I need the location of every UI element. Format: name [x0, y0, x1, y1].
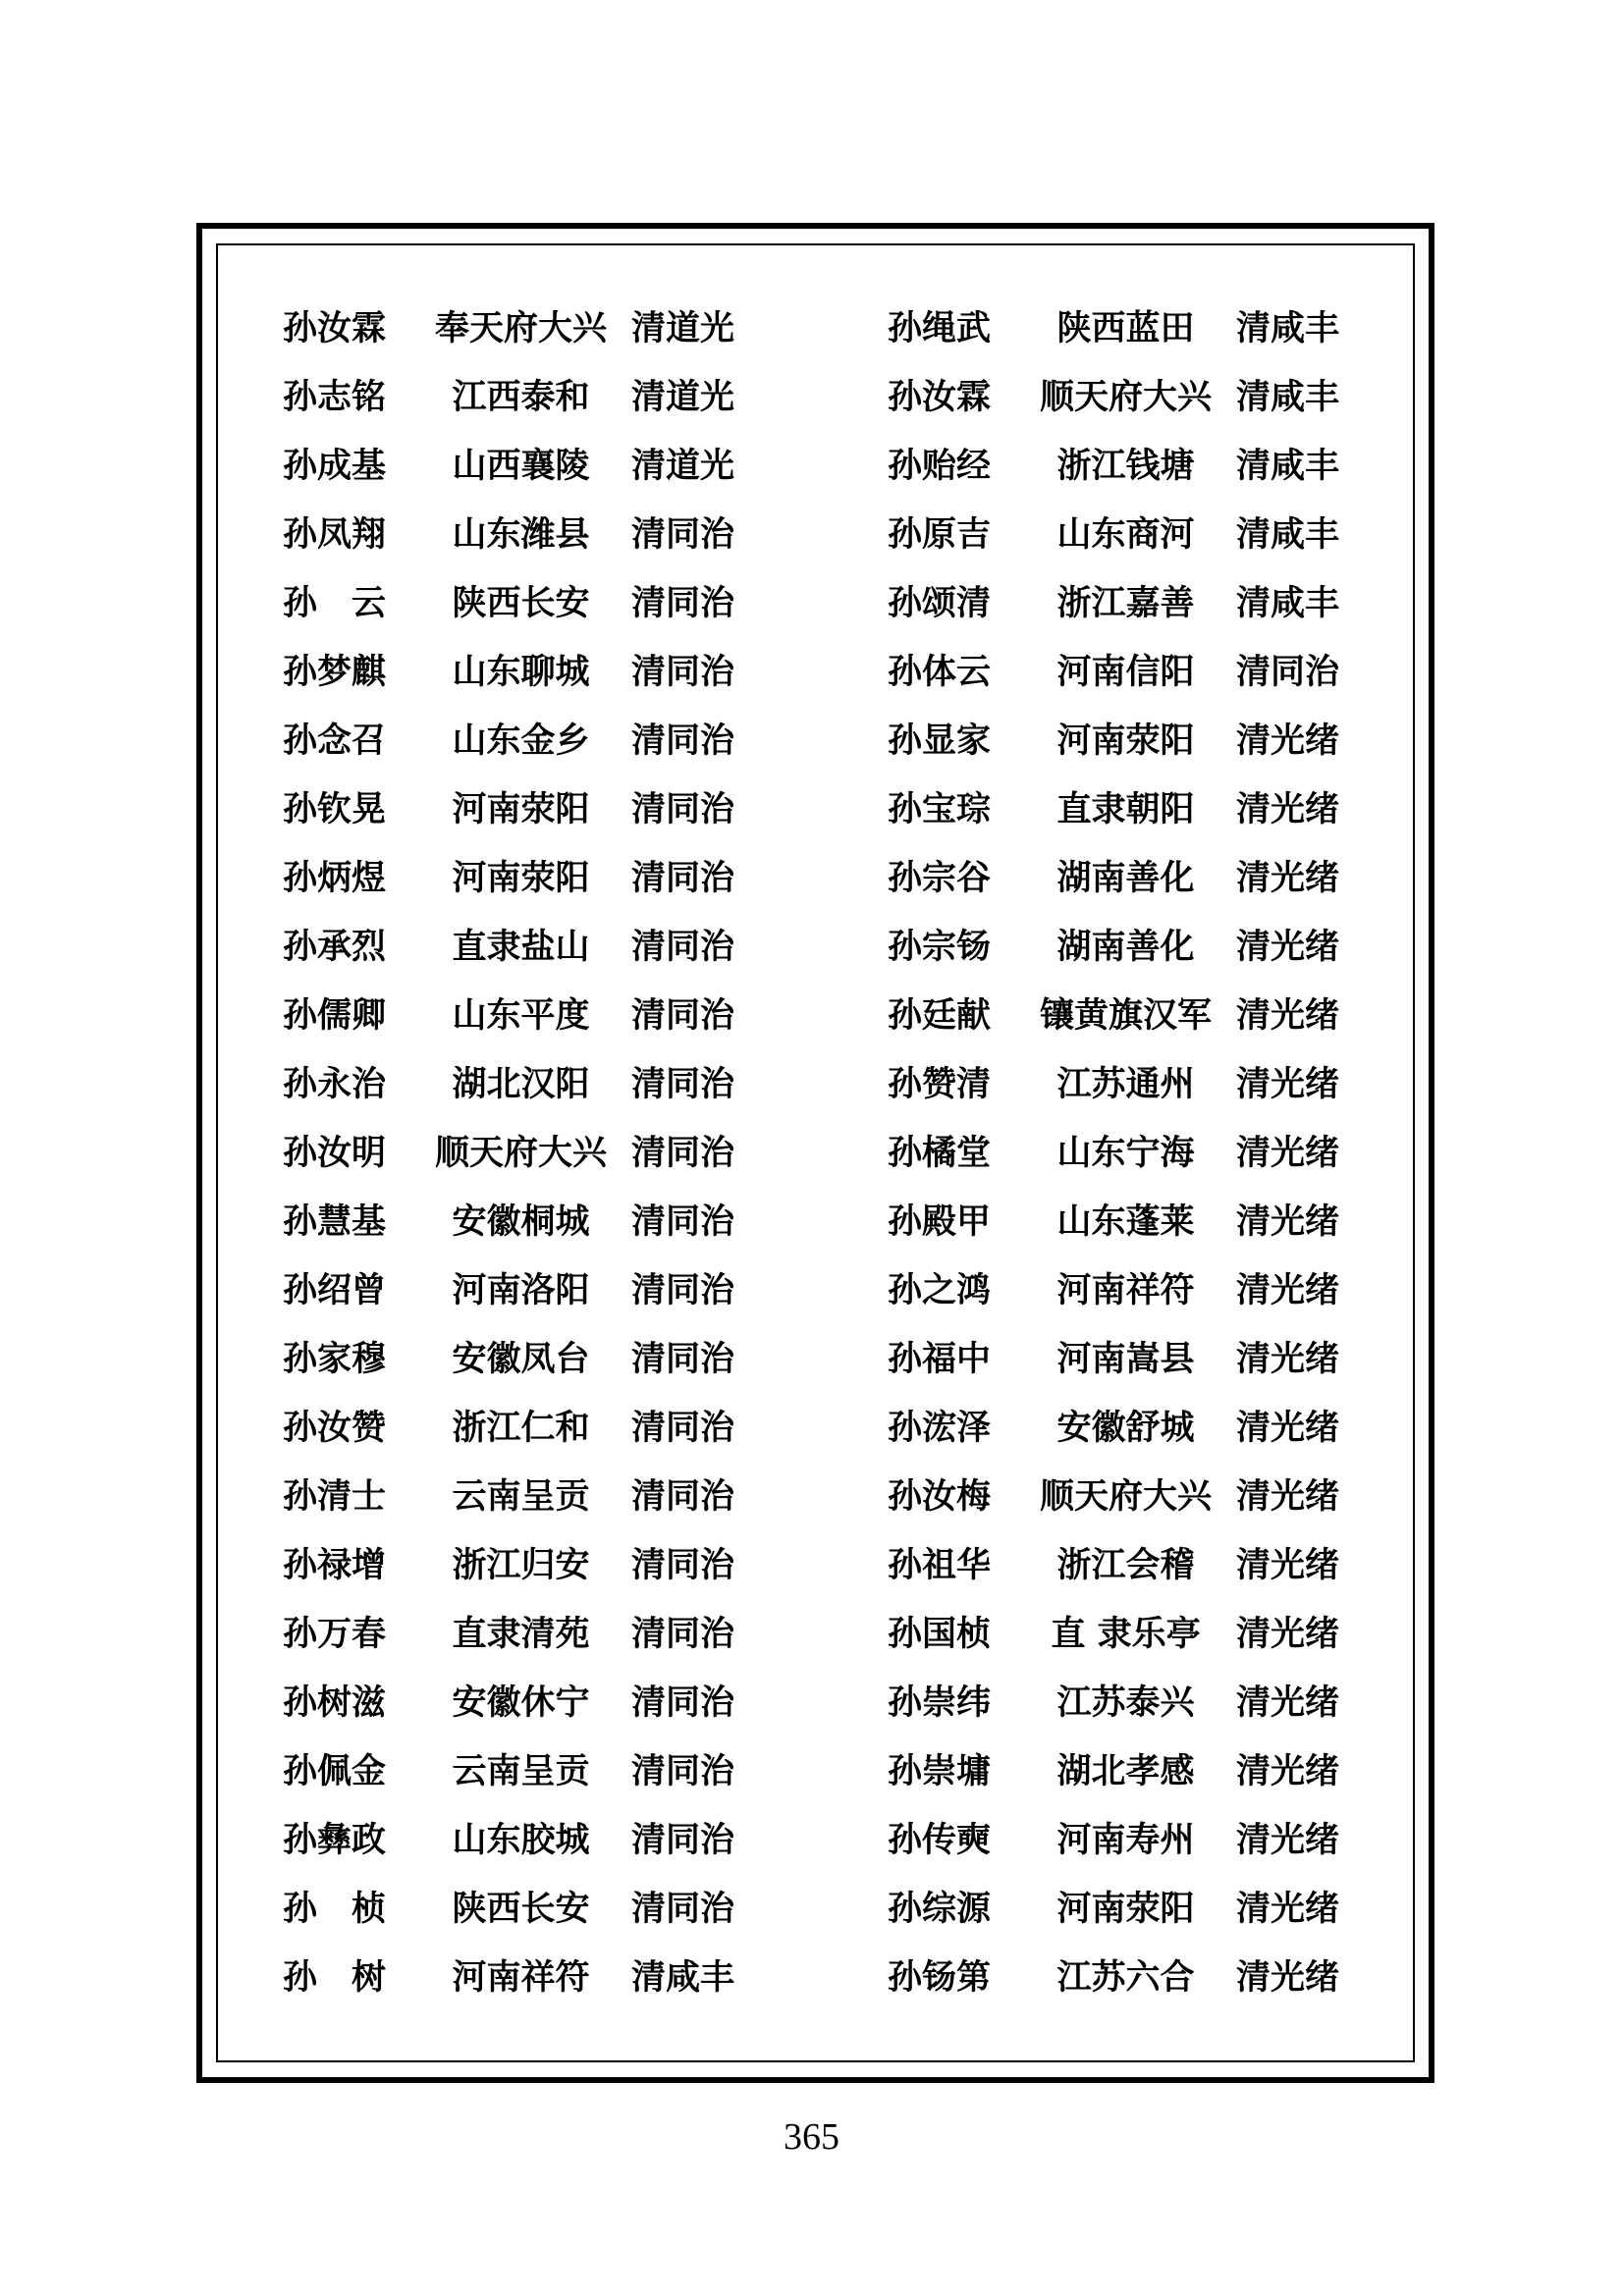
native-place: 湖北孝感 [1056, 1751, 1195, 1791]
table-row [283, 643, 833, 712]
dynasty-era: 清道光 [631, 377, 735, 417]
dynasty-era: 清光绪 [1236, 1201, 1340, 1242]
native-place: 顺天府大兴 [1039, 377, 1212, 417]
native-place: 直 隶乐亭 [1051, 1614, 1201, 1654]
person-name: 孙佩金 [283, 1751, 387, 1791]
native-place: 湖南善化 [1056, 858, 1195, 898]
dynasty-era: 清光绪 [1236, 1339, 1340, 1379]
table-row [888, 987, 1437, 1055]
dynasty-era: 清道光 [631, 446, 735, 486]
person-name: 孙汝赞 [283, 1408, 387, 1448]
table-row [283, 1880, 833, 1949]
dynasty-era: 清同治 [631, 1476, 735, 1517]
table-row [283, 299, 833, 368]
person-name: 孙志铭 [283, 377, 387, 417]
dynasty-era: 清光绪 [1236, 927, 1340, 967]
dynasty-era: 清光绪 [1236, 1751, 1340, 1791]
person-name: 孙汝霖 [283, 308, 387, 348]
native-place: 山东宁海 [1056, 1133, 1195, 1173]
dynasty-era: 清同治 [631, 1545, 735, 1585]
dynasty-era: 清咸丰 [1236, 514, 1340, 555]
table-row [888, 780, 1437, 849]
dynasty-era: 清光绪 [1236, 1545, 1340, 1585]
table-row [888, 368, 1437, 437]
person-name: 孙汝明 [283, 1133, 387, 1173]
dynasty-era: 清同治 [631, 721, 735, 761]
native-place: 河南嵩县 [1056, 1339, 1195, 1379]
person-name: 孙彝政 [283, 1820, 387, 1860]
native-place: 河南寿州 [1056, 1820, 1195, 1860]
table-row [888, 1193, 1437, 1261]
table-row [888, 1880, 1437, 1949]
table-row [283, 1949, 833, 2017]
native-place: 安徽舒城 [1056, 1408, 1195, 1448]
dynasty-era: 清咸丰 [1236, 446, 1340, 486]
person-name: 孙颂清 [888, 583, 992, 623]
native-place: 顺天府大兴 [1039, 1476, 1212, 1517]
table-row [283, 987, 833, 1055]
table-row [283, 1811, 833, 1880]
dynasty-era: 清光绪 [1236, 858, 1340, 898]
dynasty-era: 清光绪 [1236, 1408, 1340, 1448]
person-name: 孙儒卿 [283, 995, 387, 1036]
person-name: 孙综源 [888, 1889, 992, 1929]
person-name: 孙宗谷 [888, 858, 992, 898]
dynasty-era: 清同治 [631, 1889, 735, 1929]
table-row [888, 1949, 1437, 2017]
native-place: 奉天府大兴 [434, 308, 607, 348]
native-place: 河南信阳 [1056, 652, 1195, 692]
table-row [888, 1330, 1437, 1399]
native-place: 直隶盐山 [452, 927, 590, 967]
native-place: 直隶清苑 [452, 1614, 590, 1654]
person-name: 孙国桢 [888, 1614, 992, 1654]
dynasty-era: 清光绪 [1236, 1270, 1340, 1310]
table-row [888, 1124, 1437, 1193]
dynasty-era: 清咸丰 [1236, 308, 1340, 348]
native-place: 浙江嘉善 [1056, 583, 1195, 623]
dynasty-era: 清同治 [631, 1614, 735, 1654]
table-row [283, 780, 833, 849]
table-row [283, 437, 833, 506]
table-row [283, 1261, 833, 1330]
table-row [888, 1605, 1437, 1674]
person-name: 孙钖第 [888, 1957, 992, 1998]
dynasty-era: 清同治 [631, 1339, 735, 1379]
native-place: 江苏泰兴 [1056, 1682, 1195, 1723]
native-place: 江苏六合 [1056, 1957, 1195, 1998]
dynasty-era: 清同治 [631, 858, 735, 898]
table-row [888, 574, 1437, 643]
dynasty-era: 清光绪 [1236, 789, 1340, 829]
dynasty-era: 清同治 [631, 1270, 735, 1310]
person-name: 孙清士 [283, 1476, 387, 1517]
dynasty-era: 清光绪 [1236, 1820, 1340, 1860]
person-name: 孙炳煜 [283, 858, 387, 898]
table-row [888, 1811, 1437, 1880]
table-row [888, 1399, 1437, 1468]
native-place: 山东胶城 [452, 1820, 590, 1860]
table-row [283, 918, 833, 987]
person-name: 孙 树 [283, 1957, 387, 1998]
native-place: 安徽桐城 [452, 1201, 590, 1242]
table-row [283, 1674, 833, 1742]
native-place: 直隶朝阳 [1056, 789, 1195, 829]
page-number: 365 [784, 2116, 839, 2158]
dynasty-era: 清同治 [631, 514, 735, 555]
native-place: 浙江归安 [452, 1545, 590, 1585]
native-place: 河南荥阳 [452, 858, 590, 898]
native-place: 河南洛阳 [452, 1270, 590, 1310]
person-name: 孙汝霖 [888, 377, 992, 417]
dynasty-era: 清咸丰 [1236, 377, 1340, 417]
dynasty-era: 清同治 [631, 1408, 735, 1448]
dynasty-era: 清光绪 [1236, 1614, 1340, 1654]
native-place: 山东商河 [1056, 514, 1195, 555]
person-name: 孙绍曾 [283, 1270, 387, 1310]
dynasty-era: 清同治 [631, 1820, 735, 1860]
native-place: 河南祥符 [1056, 1270, 1195, 1310]
table-row [283, 1124, 833, 1193]
table-row [283, 506, 833, 574]
native-place: 湖南善化 [1056, 927, 1195, 967]
table-row [888, 849, 1437, 918]
native-place: 河南荥阳 [1056, 1889, 1195, 1929]
dynasty-era: 清光绪 [1236, 1682, 1340, 1723]
dynasty-era: 清同治 [631, 995, 735, 1036]
person-name: 孙贻经 [888, 446, 992, 486]
dynasty-era: 清同治 [631, 789, 735, 829]
native-place: 河南祥符 [452, 1957, 590, 1998]
person-name: 孙原吉 [888, 514, 992, 555]
dynasty-era: 清同治 [631, 1751, 735, 1791]
native-place: 河南荥阳 [1056, 721, 1195, 761]
table-row [888, 437, 1437, 506]
person-name: 孙崇纬 [888, 1682, 992, 1723]
native-place: 河南荥阳 [452, 789, 590, 829]
dynasty-era: 清光绪 [1236, 1133, 1340, 1173]
person-name: 孙汝梅 [888, 1476, 992, 1517]
table-row [888, 643, 1437, 712]
person-name: 孙树滋 [283, 1682, 387, 1723]
native-place: 山东蓬莱 [1056, 1201, 1195, 1242]
person-name: 孙橘堂 [888, 1133, 992, 1173]
person-name: 孙赞清 [888, 1064, 992, 1104]
person-name: 孙祖华 [888, 1545, 992, 1585]
table-row [283, 1742, 833, 1811]
person-name: 孙 云 [283, 583, 387, 623]
person-name: 孙 桢 [283, 1889, 387, 1929]
dynasty-era: 清光绪 [1236, 995, 1340, 1036]
native-place: 湖北汉阳 [452, 1064, 590, 1104]
native-place: 陕西长安 [452, 583, 590, 623]
table-row [283, 849, 833, 918]
person-name: 孙永治 [283, 1064, 387, 1104]
dynasty-era: 清同治 [631, 1682, 735, 1723]
person-name: 孙廷献 [888, 995, 992, 1036]
native-place: 云南呈贡 [452, 1476, 590, 1517]
dynasty-era: 清同治 [631, 1064, 735, 1104]
native-place: 山东金乡 [452, 721, 590, 761]
dynasty-era: 清同治 [631, 927, 735, 967]
native-place: 云南呈贡 [452, 1751, 590, 1791]
native-place: 安徽凤台 [452, 1339, 590, 1379]
person-name: 孙禄增 [283, 1545, 387, 1585]
person-name: 孙殿甲 [888, 1201, 992, 1242]
native-place: 顺天府大兴 [434, 1133, 607, 1173]
native-place: 山东潍县 [452, 514, 590, 555]
person-name: 孙传奭 [888, 1820, 992, 1860]
native-place: 镶黄旗汉军 [1039, 995, 1212, 1036]
table-row [888, 712, 1437, 780]
person-name: 孙宝琮 [888, 789, 992, 829]
person-name: 孙梦麒 [283, 652, 387, 692]
native-place: 浙江会稽 [1056, 1545, 1195, 1585]
dynasty-era: 清光绪 [1236, 721, 1340, 761]
native-place: 江西泰和 [452, 377, 590, 417]
dynasty-era: 清光绪 [1236, 1476, 1340, 1517]
dynasty-era: 清同治 [631, 583, 735, 623]
native-place: 安徽休宁 [452, 1682, 590, 1723]
person-name: 孙凤翔 [283, 514, 387, 555]
dynasty-era: 清光绪 [1236, 1889, 1340, 1929]
native-place: 江苏通州 [1056, 1064, 1195, 1104]
table-row [888, 1468, 1437, 1536]
native-place: 山东聊城 [452, 652, 590, 692]
person-name: 孙浤泽 [888, 1408, 992, 1448]
person-name: 孙之鸿 [888, 1270, 992, 1310]
table-row [888, 506, 1437, 574]
person-name: 孙崇墉 [888, 1751, 992, 1791]
native-place: 浙江仁和 [452, 1408, 590, 1448]
person-name: 孙绳武 [888, 308, 992, 348]
native-place: 浙江钱塘 [1056, 446, 1195, 486]
dynasty-era: 清咸丰 [1236, 583, 1340, 623]
person-name: 孙体云 [888, 652, 992, 692]
person-name: 孙念召 [283, 721, 387, 761]
person-name: 孙宗钖 [888, 927, 992, 967]
dynasty-era: 清光绪 [1236, 1957, 1340, 1998]
table-row [888, 1536, 1437, 1605]
person-name: 孙成基 [283, 446, 387, 486]
person-name: 孙家穆 [283, 1339, 387, 1379]
table-row [888, 1742, 1437, 1811]
person-name: 孙承烈 [283, 927, 387, 967]
dynasty-era: 清咸丰 [631, 1957, 735, 1998]
table-row [283, 1399, 833, 1468]
table-row [283, 1193, 833, 1261]
person-name: 孙钦晃 [283, 789, 387, 829]
native-place: 山西襄陵 [452, 446, 590, 486]
table-row [283, 1605, 833, 1674]
table-row [283, 1055, 833, 1124]
table-row [283, 712, 833, 780]
table-row [283, 1536, 833, 1605]
dynasty-era: 清同治 [631, 652, 735, 692]
table-row [283, 574, 833, 643]
person-name: 孙福中 [888, 1339, 992, 1379]
table-row [888, 1055, 1437, 1124]
left-column [283, 299, 833, 2017]
table-row [888, 1674, 1437, 1742]
table-row [283, 368, 833, 437]
person-name: 孙显家 [888, 721, 992, 761]
native-place: 山东平度 [452, 995, 590, 1036]
dynasty-era: 清同治 [1236, 652, 1340, 692]
dynasty-era: 清光绪 [1236, 1064, 1340, 1104]
table-row [888, 918, 1437, 987]
right-column [888, 299, 1437, 2017]
dynasty-era: 清同治 [631, 1133, 735, 1173]
dynasty-era: 清同治 [631, 1201, 735, 1242]
dynasty-era: 清道光 [631, 308, 735, 348]
table-row [888, 1261, 1437, 1330]
table-row [888, 299, 1437, 368]
native-place: 陕西长安 [452, 1889, 590, 1929]
table-row [283, 1468, 833, 1536]
table-row [283, 1330, 833, 1399]
person-name: 孙慧基 [283, 1201, 387, 1242]
native-place: 陕西蓝田 [1056, 308, 1195, 348]
person-name: 孙万春 [283, 1614, 387, 1654]
